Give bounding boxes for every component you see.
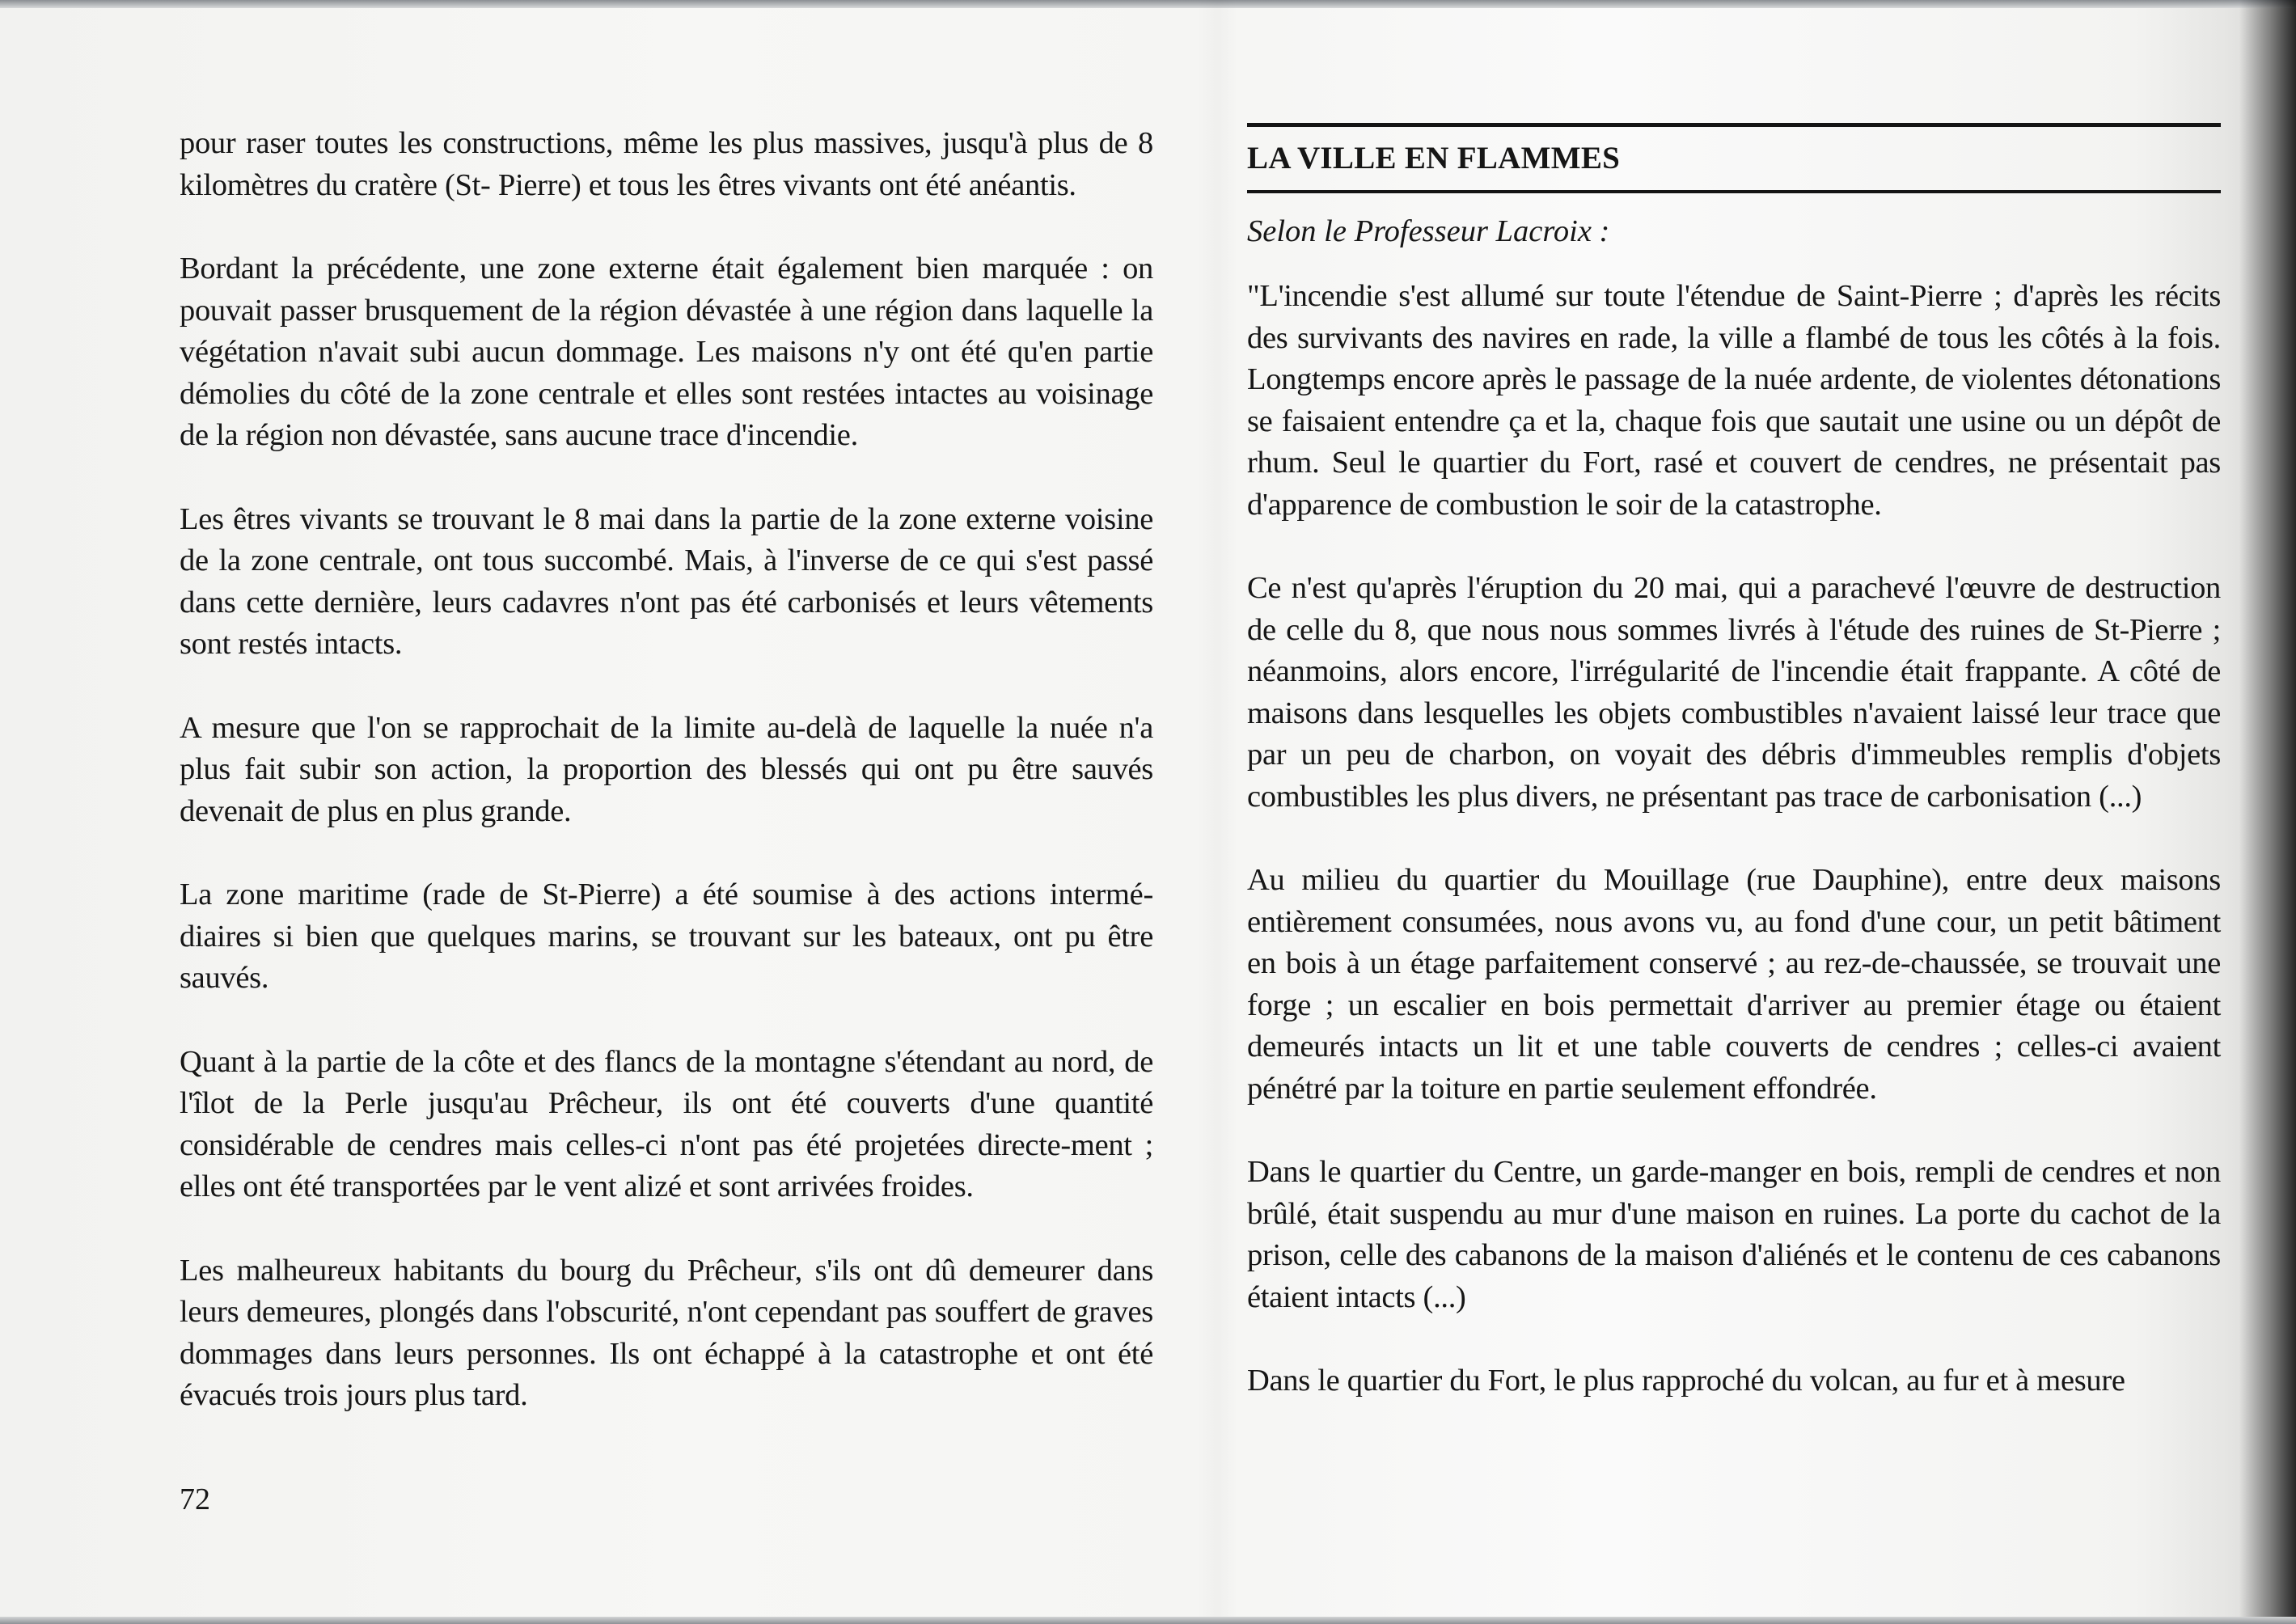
scan-top-edge — [0, 0, 2296, 8]
left-page-column — [180, 123, 1153, 1459]
book-gutter — [1197, 0, 1237, 1624]
left-paragraph-7: Les malheureux habitants du bourg du Prêcheur, s'ils ont dû demeurer dans leurs demeures, plongés dans l'obscurité, n'ont cependant pas souffert de graves dommages dans leurs personnes. Ils ont échappé à la catastrophe et ont été évacués trois jours plus tard. — [180, 1253, 1153, 1412]
left-paragraph-4: A mesure que l'on se rapprochait de la limite au-delà de laquelle la nuée n'a plus fait subir son action, la proportion des blessés qui ont pu être sauvés devenait de plus en plus grande. — [180, 710, 1153, 828]
right-page-column — [1247, 123, 2221, 1444]
section-bottom-rule — [1247, 190, 2221, 193]
section-top-rule — [1247, 123, 2221, 127]
left-paragraph-6: Quant à la partie de la côte et des flancs de la montagne s'étendant au nord, de l'îlot de la Perle jusqu'au Prêcheur, ils ont été couverts d'une quantité considérable de cendres mais celles-ci n'ont pas été projetées directe-ment ; elles ont été transportées par le vent alizé et sont arrivées froides. — [180, 1044, 1153, 1203]
page-number: 72 — [180, 1482, 210, 1516]
right-paragraph-2: Ce n'est qu'après l'éruption du 20 mai, qui a parachevé l'œuvre de destruction de celle du 8, que nous nous sommes livrés à l'étude des ruines de St-Pierre ; néanmoins, alors encore, l'irrégularité de l'incendie était frappante. A côté de maisons dans lesquelles les objets combustibles n'avaient laissé leur trace que par un peu de charbon, on voyait des débris d'immeubles remplis d'objets combustibles les plus divers, ne présentant pas trace de carbonisation (...) — [1247, 571, 2221, 814]
left-paragraph-3: Les êtres vivants se trouvant le 8 mai dans la partie de la zone externe voisine de la zone centrale, ont tous succombé. Mais, à l'inverse de ce qui s'est passé dans cette dernière, leurs cadavres n'ont pas été carbonisés et leurs vêtements sont restés intacts. — [180, 501, 1153, 661]
right-paragraph-5: Dans le quartier du Fort, le plus rapproché du volcan, au fur et à mesure — [1247, 1364, 2125, 1398]
scan-bottom-edge — [0, 1617, 2296, 1624]
left-paragraph-1: pour raser toutes les constructions, même les plus massives, jusqu'à plus de 8 kilomètres du cratère (St- Pierre) et tous les êtres vivants ont été anéantis. — [180, 126, 1153, 202]
section-intro: Selon le Professeur Lacroix : — [1247, 214, 1610, 248]
right-paragraph-1: "L'incendie s'est allumé sur toute l'étendue de Saint-Pierre ; d'après les récits des survivants des navires en rade, la ville a flambé de tous les côtés à la fois. Longtemps encore après le passage de la nuée ardente, de violentes détonations se faisaient entendre ça et la, chaque fois que sautait une usine ou un dépôt de rhum. Seul le quartier du Fort, rasé et couvert de cendres, ne présentait pas d'apparence de combustion le soir de la catastrophe. — [1247, 279, 2221, 522]
section-title: LA VILLE EN FLAMMES — [1247, 141, 1621, 176]
page-edge-shadow — [2239, 0, 2296, 1624]
right-paragraph-3: Au milieu du quartier du Mouillage (rue Dauphine), entre deux maisons entièrement consumées, nous avons vu, au fond d'une cour, un petit bâtiment en bois à un étage parfaitement conservé ; au rez-de-chaussée, se trouvait une forge ; un escalier en bois permettait d'arriver au premier étage ou étaient demeurés intacts un lit et une table couverts de cendres ; celles-ci avaient pénétré par la toiture en partie seulement effondrée. — [1247, 863, 2221, 1106]
right-paragraph-4: Dans le quartier du Centre, un garde-manger en bois, rempli de cendres et non brûlé, était suspendu au mur d'une maison en ruines. La porte du cachot de la prison, celle des cabanons de la maison d'aliénés et le contenu de ces cabanons étaient intacts (...) — [1247, 1155, 2221, 1314]
left-paragraph-2: Bordant la précédente, une zone externe était également bien marquée : on pouvait passer brusquement de la région dévastée à une région dans laquelle la végétation n'avait subi aucun dommage. Les maisons n'y ont été qu'en partie démolies du côté de la zone centrale et elles sont restées intactes au voisinage de la région non dévastée, sans aucune trace d'incendie. — [180, 252, 1153, 452]
left-paragraph-5: La zone maritime (rade de St-Pierre) a été soumise à des actions intermé-diaires si bien que quelques marins, se trouvant sur les bateaux, ont pu être sauvés. — [180, 878, 1153, 995]
